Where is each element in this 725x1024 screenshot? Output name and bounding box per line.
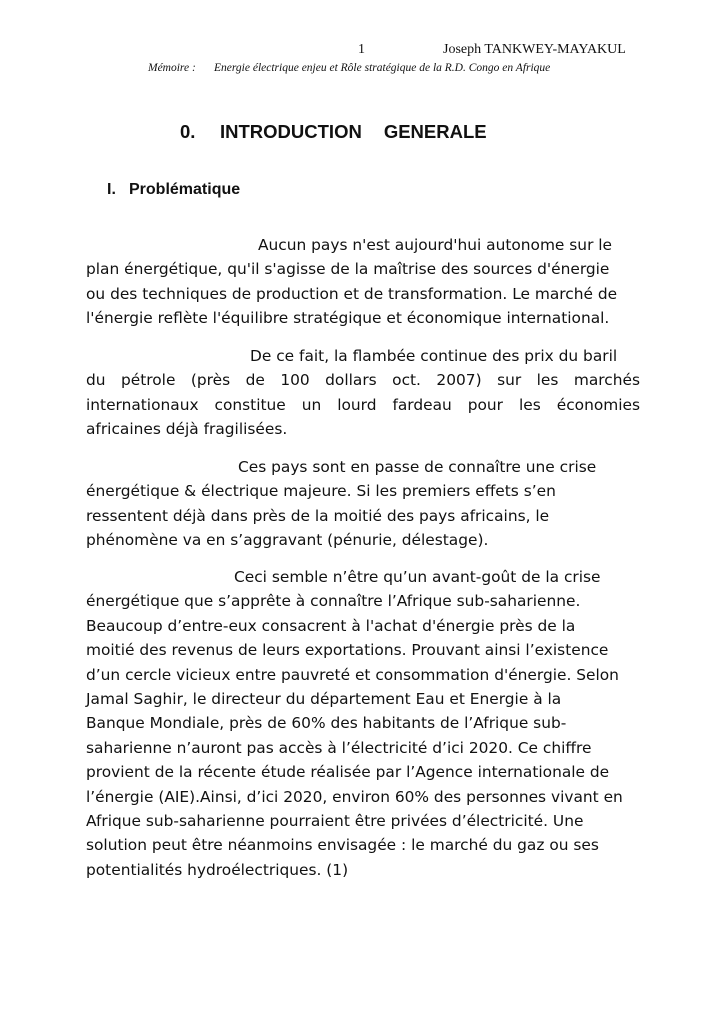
paragraph-line: phénomène va en s’aggravant (pénurie, délestage). bbox=[86, 531, 489, 550]
paragraph-line: énergétique que s’apprête à connaître l’Afrique sub-saharienne. bbox=[86, 592, 581, 611]
memo-title: Energie électrique enjeu et Rôle stratégique de la R.D. Congo en Afrique bbox=[214, 62, 551, 74]
title-word-2: GENERALE bbox=[383, 121, 487, 142]
memo-subtitle bbox=[148, 62, 708, 74]
memo-label: Mémoire : bbox=[148, 62, 196, 74]
paragraph-line: énergétique & électrique majeure. Si les premiers effets s’en bbox=[86, 482, 556, 501]
paragraph-line: Beaucoup d’entre-eux consacrent à l'achat d'énergie près de la bbox=[86, 616, 576, 635]
paragraph-2 bbox=[86, 344, 640, 442]
paragraph-line: Afrique sub-saharienne pourraient être privées d’électricité. Une bbox=[86, 812, 584, 831]
paragraph-line: saharienne n’auront pas accès à l’électricité d’ici 2020. Ce chiffre bbox=[86, 738, 592, 757]
paragraph-line: Ceci semble n’être qu’un avant-goût de la crise bbox=[234, 568, 601, 586]
paragraph-line: du pétrole (près de 100 dollars oct. 2007) sur les marchés bbox=[86, 371, 640, 390]
document-title bbox=[180, 121, 680, 143]
title-word-1: INTRODUCTION bbox=[220, 121, 362, 142]
section-label: Problématique bbox=[129, 181, 241, 198]
paragraph-1 bbox=[86, 233, 640, 331]
paragraph-line: potentialités hydroélectriques. (1) bbox=[86, 860, 349, 879]
paragraph-3 bbox=[86, 455, 640, 553]
section-number: I. bbox=[107, 181, 116, 198]
paragraph-line: Ces pays sont en passe de connaître une crise bbox=[238, 458, 597, 476]
paragraph-line: l’énergie (AIE).Ainsi, d’ici 2020, environ 60% des personnes vivant en bbox=[86, 787, 623, 806]
paragraph-line: Aucun pays n'est aujourd'hui autonome sur le bbox=[258, 236, 613, 254]
paragraph-line: Banque Mondiale, près de 60% des habitants de l’Afrique sub- bbox=[86, 714, 567, 733]
paragraph-line: De ce fait, la flambée continue des prix du baril bbox=[250, 347, 618, 365]
paragraph-line: l'énergie reflète l'équilibre stratégique et économique international. bbox=[86, 309, 610, 328]
paragraph-4 bbox=[86, 565, 640, 882]
paragraph-line: africaines déjà fragilisées. bbox=[86, 420, 288, 439]
author-name: Joseph TANKWEY-MAYAKUL bbox=[443, 42, 626, 57]
title-number: 0. bbox=[180, 121, 196, 142]
paragraph-line: plan énergétique, qu'il s'agisse de la maîtrise des sources d'énergie bbox=[86, 260, 610, 279]
paragraph-line: internationaux constitue un lourd fardeau pour les économies bbox=[86, 395, 640, 414]
page-header bbox=[0, 42, 725, 60]
paragraph-line: d’un cercle vicieux entre pauvreté et consommation d'énergie. Selon bbox=[86, 665, 619, 684]
page-number: 1 bbox=[358, 42, 365, 57]
paragraph-line: ressentent déjà dans près de la moitié des pays africains, le bbox=[86, 506, 550, 525]
paragraph-line: ou des techniques de production et de transformation. Le marché de bbox=[86, 284, 618, 303]
paragraph-line: provient de la récente étude réalisée par l’Agence internationale de bbox=[86, 763, 610, 782]
paragraph-line: moitié des revenus de leurs exportations. Prouvant ainsi l’existence bbox=[86, 641, 609, 660]
paragraph-line: Jamal Saghir, le directeur du département Eau et Energie à la bbox=[86, 690, 562, 709]
section-heading bbox=[107, 181, 240, 199]
paragraph-line: solution peut être néanmoins envisagée : le marché du gaz ou ses bbox=[86, 836, 599, 855]
